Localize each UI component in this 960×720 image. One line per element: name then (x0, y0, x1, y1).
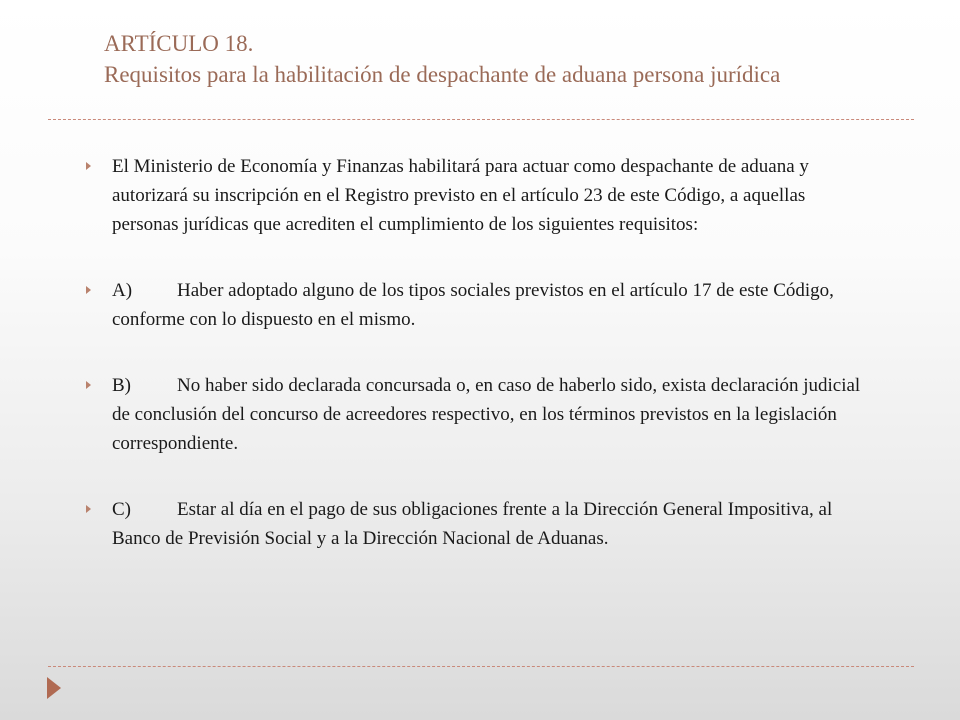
bullet-triangle-icon (86, 381, 91, 389)
requirement-label: A) (112, 280, 133, 301)
list-item-intro (86, 152, 876, 239)
title-article-number: ARTÍCULO 18. (104, 31, 254, 56)
list-item-requirement-c (86, 495, 876, 553)
play-arrow-icon[interactable] (47, 677, 61, 699)
slide-title (104, 28, 924, 90)
requirement-text: Estar al día en el pago de sus obligaciones frente a la Dirección General Impositiva, al Banco de Previsión Social y a la Dirección Nacional de Aduanas. (112, 499, 833, 549)
list-item-requirement-b (86, 371, 876, 458)
requirement-label: C) (112, 499, 131, 520)
bullet-triangle-icon (86, 162, 91, 170)
requirement-text: Haber adoptado alguno de los tipos sociales previstos en el artículo 17 de este Código, conforme con lo dispuesto en el mismo. (112, 280, 834, 330)
intro-text: El Ministerio de Economía y Finanzas habilitará para actuar como despachante de aduana y autorizará su inscripción en el Registro previsto en el artículo 23 de este Código, a aquellas personas jurídicas que acrediten el cumplimiento de los siguientes requisitos: (112, 156, 809, 235)
bullet-triangle-icon (86, 505, 91, 513)
title-divider (48, 119, 914, 120)
footer-divider (48, 666, 914, 667)
requirement-label: B) (112, 375, 131, 396)
requirement-text: No haber sido declarada concursada o, en caso de haberlo sido, exista declaración judicial de conclusión del concurso de acreedores respectivo, en los términos previstos en la legislación correspondiente. (112, 375, 861, 454)
title-subject: Requisitos para la habilitación de despachante de aduana persona jurídica (104, 62, 781, 87)
bullet-triangle-icon (86, 286, 91, 294)
list-item-requirement-a (86, 276, 876, 334)
content-list (86, 152, 876, 553)
